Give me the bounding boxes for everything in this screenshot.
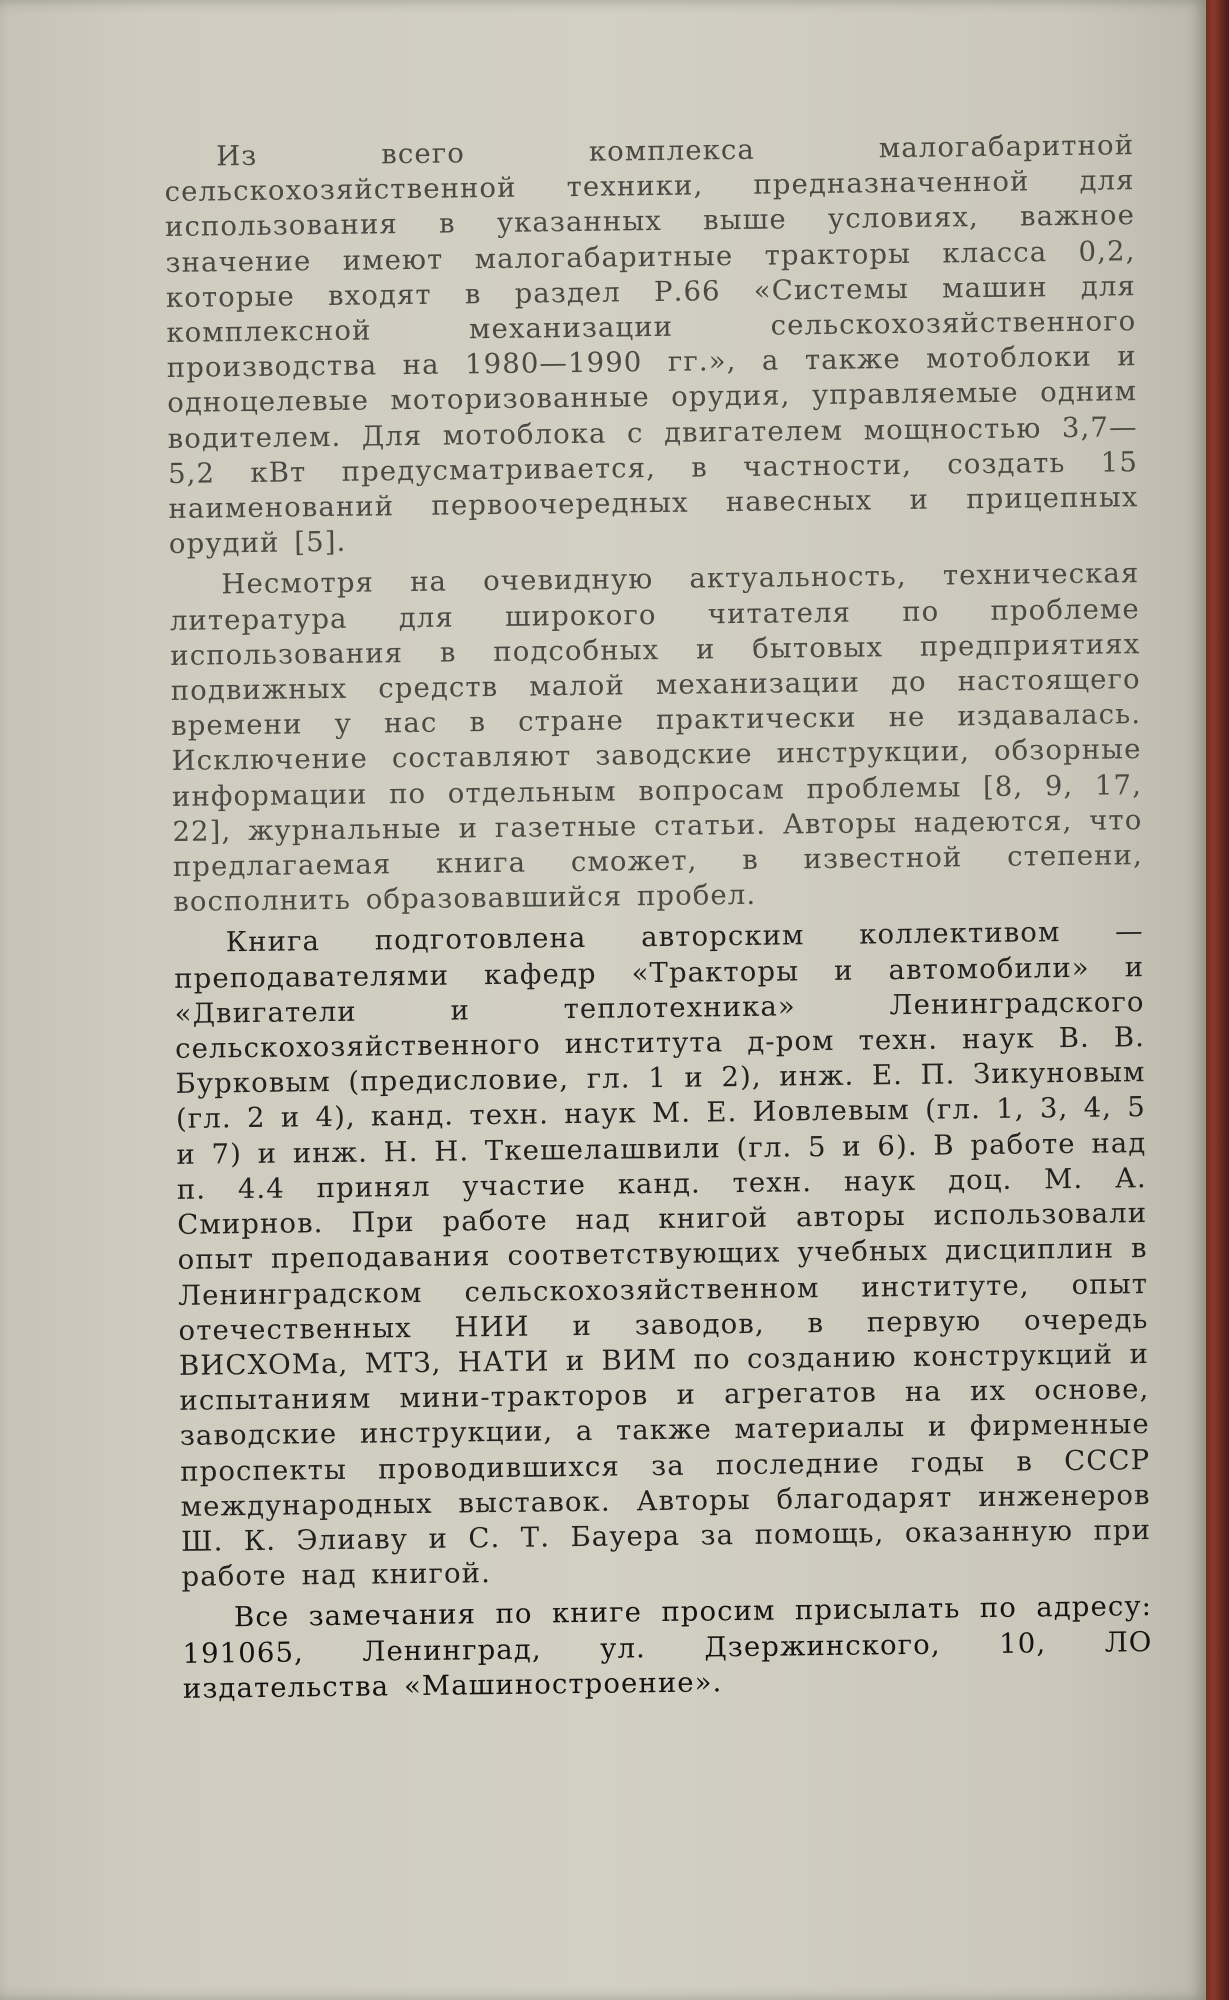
paragraph-literature-gap: Несмотря на очевидную актуальность, техническая литература для широкого читателя по проблеме использования в подсобных и бытовых предприятиях подвижных средств малой механизации до настоящего времени у нас в стране практически не издавалась. Исключение составляют заводские инструкции, обзорные информации по отдельным вопросам проблемы [8, 9, 17, 22], журнальные и газетные статьи. Авторы надеются, что предлагаемая книга сможет, в известной степени, восполнить образовавшийся пробел. bbox=[169, 557, 1144, 919]
book-cover-edge bbox=[1203, 0, 1229, 2000]
paragraph-feedback-address: Все замечания по книге просим присылать по адресу: 191065, Ленинград, ул. Дзержинского, 10, ЛО издательства «Машиностроение». bbox=[182, 1590, 1153, 1705]
page-text-block bbox=[164, 128, 1153, 1713]
paragraph-authors: Книга подготовлена авторским коллективом — преподавателями кафедр «Тракторы и автомобили» и «Двигатели и теплотехника» Ленинградского сельскохозяйственного института д-ром техн. наук В. В. Бурковым (предисловие, гл. 1 и 2), инж. Е. П. Зикуновым (гл. 2 и 4), канд. техн. наук М. Е. Иовлевым (гл. 1, 3, 4, 5 и 7) и инж. Н. Н. Ткешелашвили (гл. 5 и 6). В работе над п. 4.4 принял участие канд. техн. наук доц. М. А. Смирнов. При работе над книгой авторы использовали опыт преподавания соответствующих учебных дисциплин в Ленинградском сельскохозяйственном институте, опыт отечественных НИИ и заводов, в первую очередь ВИСХОМа, МТЗ, НАТИ и ВИМ по созданию конструкций и испытаниям мини-тракторов и агрегатов на их основе, заводские инструкции, а также материалы и фирменные проспекты проводившихся за последние годы в СССР международных выставок. Авторы благодарят инженеров Ш. К. Элиаву и С. Т. Бауера за помощь, оказанную при работе над книгой. bbox=[174, 915, 1152, 1594]
paragraph-small-machinery: Из всего комплекса малогабаритной сельскохозяйственной техники, предназначенной для использования в указанных выше условиях, важное значение имеют малогабаритные тракторы класса 0,2, которые входят в раздел Р.66 «Системы машин для комплексной механизации сельскохозяйственного производства на 1980—1990 гг.», а также мотоблоки и одноцелевые моторизованные орудия, управляемые одним водителем. Для мотоблока с двигателем мощностью 3,7—5,2 кВт предусматривается, в частности, создать 15 наименований первоочередных навесных и прицепных орудий [5]. bbox=[164, 129, 1139, 561]
